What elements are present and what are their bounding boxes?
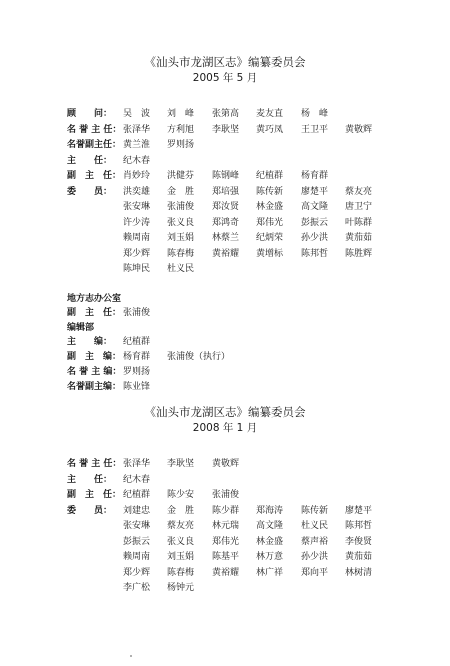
member-name: 金 胜 [167, 505, 195, 516]
member-name: 方利旭 [167, 124, 195, 135]
member-name: 林树清 [345, 567, 373, 578]
member-name: 陈业锋 [123, 382, 151, 392]
role-label: 委 员： [67, 186, 113, 197]
role-label: 名 誉 主 编： [67, 367, 122, 377]
member-name: 陈邦哲 [345, 521, 373, 531]
member-name: 林广祥 [256, 567, 284, 578]
member-name: 蔡友亮 [345, 186, 373, 197]
role-label: 副 主 任： [67, 308, 122, 318]
member-name: 杜义民 [301, 521, 329, 531]
member-name: 张第高 [212, 109, 240, 119]
member-name: 张泽华 [123, 459, 151, 469]
member-name: 郑少辉 [123, 567, 151, 578]
member-name: 黄敬辉 [345, 124, 373, 135]
section2-title: 《汕头市龙湖区志》编纂委员会 [144, 405, 306, 419]
role-label: 名 誉 主 任： [67, 459, 122, 469]
member-name: 郑培强 [212, 186, 240, 197]
member-name: 张浦俊（执行） [167, 352, 231, 362]
member-name: 郑鸿奇 [212, 217, 240, 228]
member-name: 赖周南 [123, 552, 151, 562]
member-name: 杨钟元 [167, 583, 195, 593]
member-name: 刘 峰 [167, 109, 195, 119]
member-name: 蔡声裕 [301, 536, 329, 547]
member-name: 彭振云 [123, 536, 151, 547]
member-name: 郑汝贤 [212, 202, 240, 212]
member-name: 洪奕雄 [123, 186, 151, 197]
member-name: 林元瑞 [212, 521, 240, 531]
member-name: 李广松 [123, 583, 151, 593]
member-name: 张安琳 [123, 521, 151, 531]
member-name: 黄敬辉 [212, 459, 240, 469]
member-name: 蔡友亮 [167, 521, 195, 531]
member-name: 唐卫宁 [345, 202, 373, 212]
member-name: 高文隆 [256, 521, 284, 531]
member-name: 黄茄茹 [345, 552, 373, 562]
member-name: 林金盛 [256, 536, 284, 547]
member-name: 陈春梅 [167, 567, 195, 578]
role-label: 主 任： [67, 474, 113, 485]
office-heading: 地方志办公室 [67, 294, 122, 304]
member-name: 陈坤民 [123, 264, 151, 274]
member-name: 张泽华 [123, 124, 151, 135]
scan-speck [130, 655, 132, 657]
member-name: 林金盛 [256, 202, 284, 212]
member-name: 陈邦哲 [301, 248, 329, 259]
member-name: 廖楚平 [301, 186, 329, 197]
member-name: 罗则扬 [167, 140, 195, 150]
member-name: 高文隆 [301, 202, 329, 212]
member-name: 陈胜辉 [345, 248, 373, 259]
member-name: 许少涛 [123, 217, 151, 228]
member-name: 郑向平 [301, 567, 329, 578]
role-label: 委 员： [67, 505, 113, 516]
member-name: 张义良 [167, 217, 195, 228]
member-name: 张浦俊 [212, 490, 240, 500]
member-name: 吴 波 [123, 109, 151, 119]
member-name: 陈钢峰 [212, 171, 240, 181]
role-label: 主 任： [67, 155, 113, 166]
member-name: 孙少洪 [301, 233, 329, 243]
role-label: 名誉副主任： [67, 140, 122, 150]
member-name: 陈传新 [256, 186, 284, 197]
member-name: 郑伟光 [256, 217, 284, 228]
member-name: 刘建忠 [123, 505, 151, 516]
member-name: 李俊贤 [345, 536, 373, 547]
member-name: 陈少群 [212, 505, 240, 516]
member-name: 张浦俊 [123, 308, 151, 318]
role-label: 顾 问： [67, 109, 113, 119]
member-name: 张安琳 [123, 202, 151, 212]
member-name: 刘玉娟 [167, 552, 195, 562]
member-name: 张义良 [167, 536, 195, 547]
member-name: 杨 峰 [301, 109, 329, 119]
member-name: 郑海涛 [256, 505, 284, 516]
editorial-heading: 编辑部 [67, 323, 95, 333]
member-name: 黄兰淮 [123, 140, 151, 150]
member-name: 廖楚平 [345, 505, 373, 516]
section1-date: 2005 年 5 月 [192, 72, 258, 84]
member-name: 郑伟光 [212, 536, 240, 547]
member-name: 李耿坚 [167, 459, 195, 469]
member-name: 陈基平 [212, 552, 240, 562]
role-label: 副 主 任： [67, 490, 122, 500]
member-name: 洪健芬 [167, 171, 195, 181]
member-name: 黄巧凤 [256, 124, 284, 135]
role-label: 副 主 任： [67, 171, 122, 181]
member-name: 王卫平 [301, 124, 329, 135]
member-name: 彭振云 [301, 217, 329, 228]
member-name: 黄裕耀 [212, 248, 240, 259]
member-name: 林蔡兰 [212, 233, 240, 243]
member-name: 杨育群 [123, 352, 151, 362]
member-name: 纪植群 [256, 171, 284, 181]
member-name: 赖周南 [123, 233, 151, 243]
member-name: 纪植群 [123, 490, 151, 500]
member-name: 麦友直 [256, 109, 284, 119]
member-name: 杜义民 [167, 264, 195, 274]
member-name: 郑少辉 [123, 248, 151, 259]
member-name: 陈少安 [167, 490, 195, 500]
member-name: 纪炳荣 [256, 233, 284, 243]
member-name: 陈春梅 [167, 248, 195, 259]
role-label: 名 誉 主 任： [67, 124, 122, 135]
member-name: 陈传新 [301, 505, 329, 516]
member-name: 罗则扬 [123, 367, 151, 377]
member-name: 林万意 [256, 552, 284, 562]
member-name: 叶陈群 [345, 217, 373, 228]
member-name: 刘玉娟 [167, 233, 195, 243]
member-name: 张浦俊 [167, 202, 195, 212]
member-name: 纪植群 [123, 337, 151, 347]
member-name: 肖妙玲 [123, 171, 151, 181]
member-name: 李耿坚 [212, 124, 240, 135]
member-name: 黄茄茹 [345, 233, 373, 243]
member-name: 黄裕耀 [212, 567, 240, 578]
role-label: 主 编： [67, 337, 113, 347]
member-name: 孙少洪 [301, 552, 329, 562]
member-name: 纪木春 [123, 155, 151, 166]
member-name: 纪木春 [123, 474, 151, 485]
member-name: 黄增标 [256, 248, 284, 259]
member-name: 金 胜 [167, 186, 195, 197]
role-label: 名誉副主编： [67, 382, 122, 392]
section1-title: 《汕头市龙湖区志》编纂委员会 [144, 55, 306, 69]
member-name: 杨育群 [301, 171, 329, 181]
role-label: 副 主 编： [67, 352, 122, 362]
section2-date: 2008 年 1 月 [192, 422, 258, 434]
